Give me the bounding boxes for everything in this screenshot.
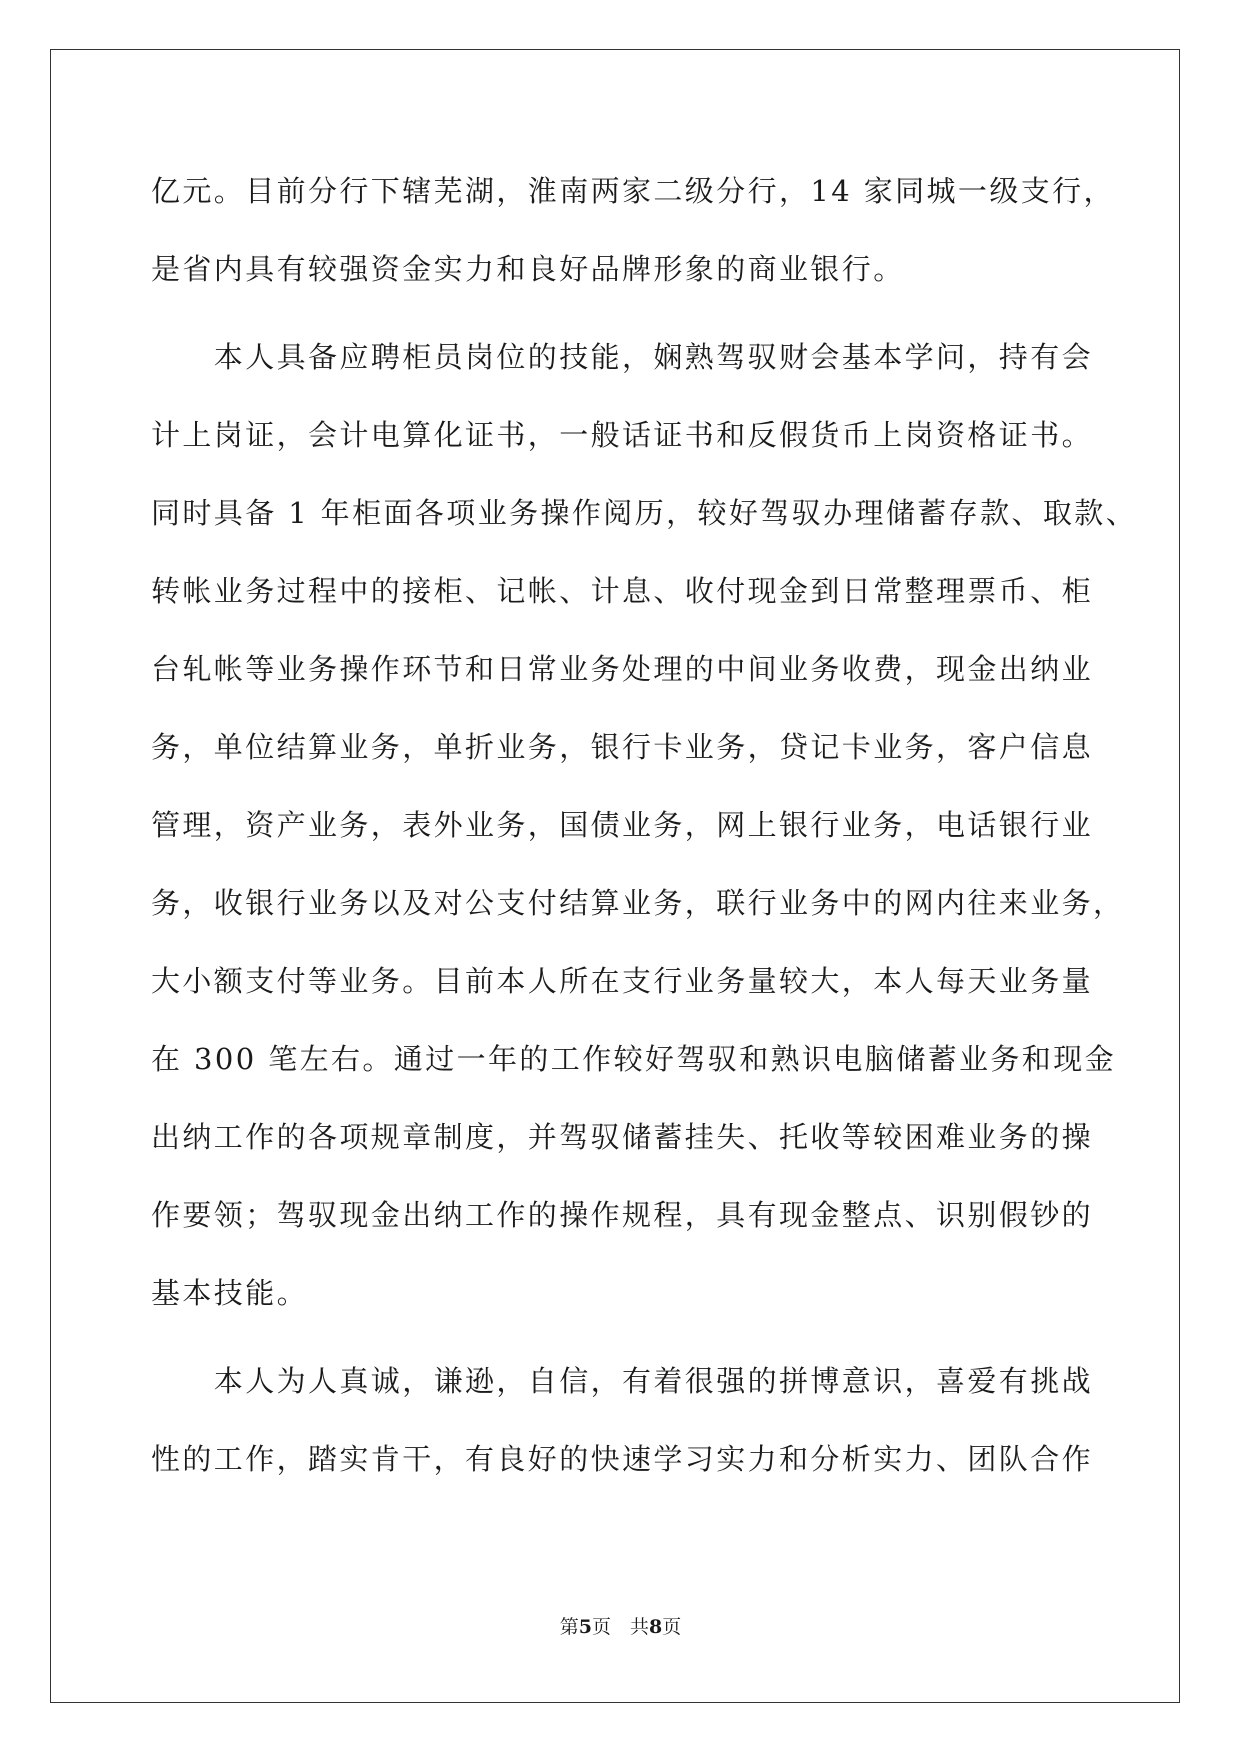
text-line: 是省内具有较强资金实力和良好品牌形象的商业银行。 (151, 252, 905, 286)
text-line: 大小额支付等业务。目前本人所在支行业务量较大，本人每天业务量 (151, 964, 1094, 998)
text-line: 务，收银行业务以及对公支付结算业务，联行业务中的网内往来业务， (151, 886, 1125, 920)
text-line: 亿元。目前分行下辖芜湖，淮南两家二级分行，14 家同城一级支行， (151, 174, 1115, 208)
page-number-mid: 页 共 (591, 1616, 649, 1638)
text-line: 作要领；驾驭现金出纳工作的操作规程，具有现金整点、识别假钞的 (151, 1198, 1094, 1232)
page-number-prefix: 第 (559, 1616, 579, 1638)
text-line: 在 300 笔左右。通过一年的工作较好驾驭和熟识电脑储蓄业务和现金 (151, 1042, 1116, 1076)
text-line: 同时具备 1 年柜面各项业务操作阅历，较好驾驭办理储蓄存款、取款、 (151, 496, 1138, 530)
text-line: 本人为人真诚，谦逊，自信，有着很强的拼博意识，喜爱有挑战 (151, 1364, 1094, 1398)
text-line: 本人具备应聘柜员岗位的技能，娴熟驾驭财会基本学问，持有会 (151, 340, 1094, 374)
text-line: 务，单位结算业务，单折业务，银行卡业务，贷记卡业务，客户信息 (151, 730, 1094, 764)
page-number-total: 8 (649, 1616, 663, 1638)
text-line: 基本技能。 (151, 1276, 309, 1310)
text-line: 性的工作，踏实肯干，有良好的快速学习实力和分析实力、团队合作 (151, 1442, 1094, 1476)
page-footer (0, 1614, 1241, 1640)
text-line: 管理，资产业务，表外业务，国债业务，网上银行业务，电话银行业 (151, 808, 1094, 842)
text-line: 计上岗证，会计电算化证书，一般话证书和反假货币上岗资格证书。 (151, 418, 1094, 452)
text-line: 出纳工作的各项规章制度，并驾驭储蓄挂失、托收等较困难业务的操 (151, 1120, 1094, 1154)
page-number-suffix: 页 (662, 1616, 682, 1638)
text-line: 台轧帐等业务操作环节和日常业务处理的中间业务收费，现金出纳业 (151, 652, 1094, 686)
document-body (151, 163, 1138, 1509)
text-line: 转帐业务过程中的接柜、记帐、计息、收付现金到日常整理票币、柜 (151, 574, 1094, 608)
page-number-current: 5 (578, 1616, 592, 1638)
